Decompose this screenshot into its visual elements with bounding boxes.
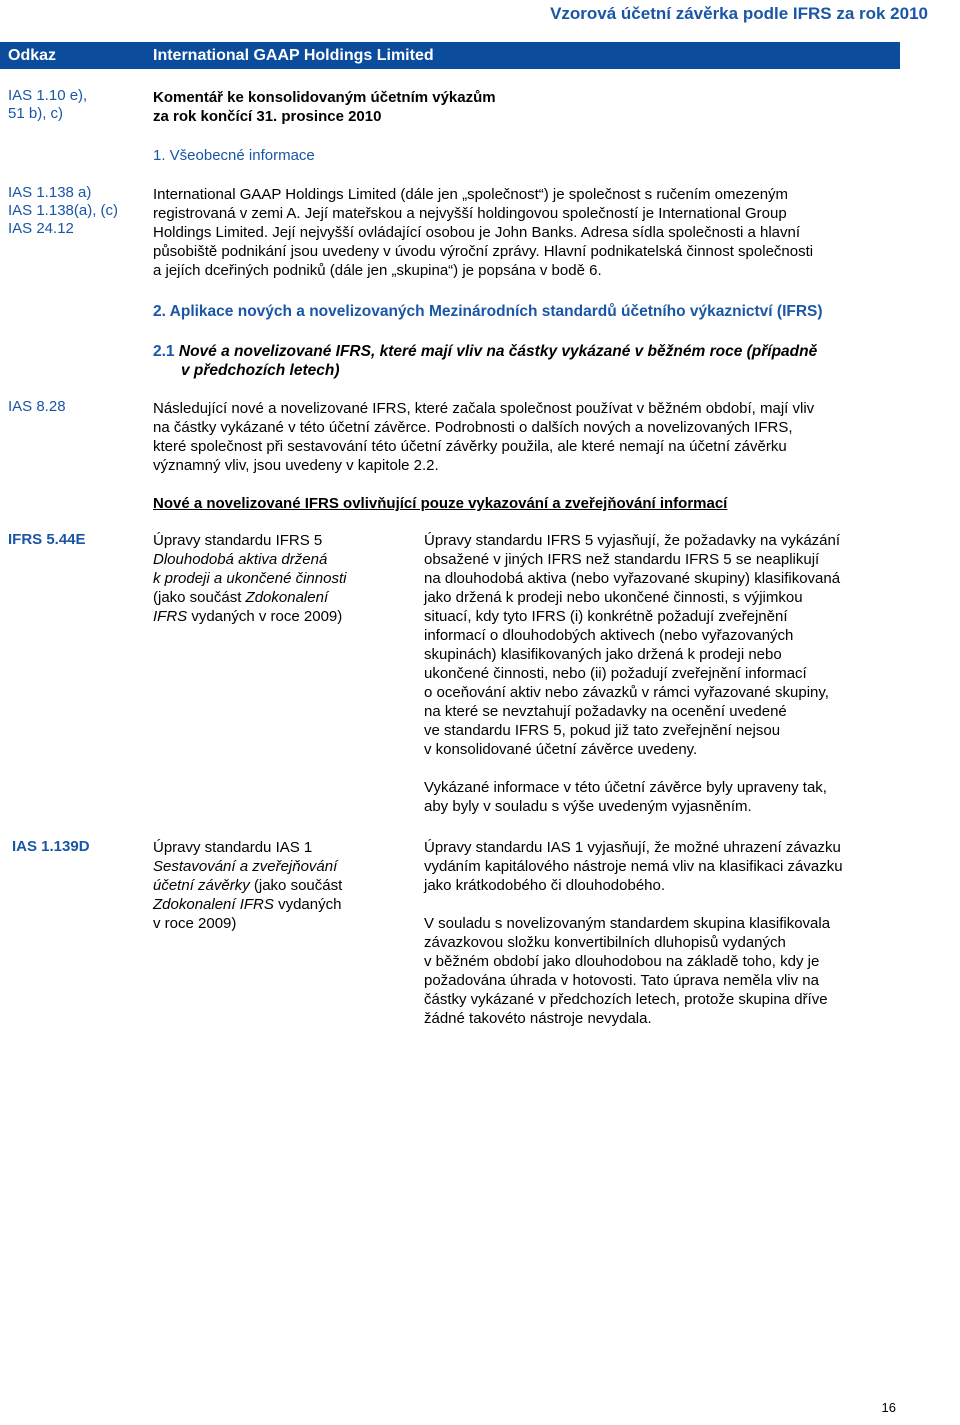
amendment-title-line: Úpravy standardu IFRS 5 (153, 532, 323, 549)
paragraph-line: registrovaná v zemi A. Její mateřskou a nejvyšší holdingovou společností je International Group (153, 205, 787, 222)
notes-title-line: Komentář ke konsolidovaným účetním výkazům (153, 89, 496, 106)
subsection-title-line: Nové a novelizované IFRS, které mají vliv na částky vykázané v běžném roce (případně (178, 343, 818, 360)
description-line: jako krátkodobého či dlouhodobého. (424, 877, 666, 894)
description-line: na které se nevztahují požadavky na ocenění uvedené (424, 703, 787, 720)
description-line: v konsolidované účetní závěrce uvedeny. (424, 741, 698, 758)
amendment-title-line: IFRS vydaných v roce 2009) (153, 608, 343, 625)
section-2-heading: 2. Aplikace nových a novelizovaných Mezinárodních standardů účetního výkaznictví (IFRS) (153, 303, 823, 320)
description-line: závazkovou složku konvertibilních dluhopisů vydaných (424, 934, 786, 951)
header-bar (0, 42, 900, 69)
ifrs5-amendment-title (153, 531, 388, 626)
disclosure-only-heading: Nové a novelizované IFRS ovlivňující pouze vykazování a zveřejňování informací (153, 495, 728, 512)
company-name: International GAAP Holdings Limited (153, 47, 434, 64)
paragraph-line: významný vliv, jsou uvedeny v kapitole 2.2. (153, 457, 439, 474)
subsection-2-1-heading (153, 342, 817, 380)
description-line: skupinách) klasifikovaných jako držená k prodeji nebo (424, 646, 782, 663)
description-line: obsažené v jiných IFRS než standardu IFRS 5 se neaplikují (424, 551, 820, 568)
amendment-title-line: Sestavování a zveřejňování (153, 858, 338, 875)
ias1-amendment-title (153, 838, 388, 933)
notes-title (153, 88, 496, 126)
notes-title-line: za rok končící 31. prosince 2010 (153, 108, 382, 125)
amendment-title-line: k prodeji a ukončené činnosti (153, 570, 347, 587)
paragraph-line: Následující nové a novelizované IFRS, které začala společnost používat v běžném období, mají vliv (153, 400, 815, 417)
description-line: na dlouhodobá aktiva (nebo vyřazované skupiny) klasifikovaná (424, 570, 841, 587)
section-1-paragraph (153, 185, 913, 280)
paragraph-line: International GAAP Holdings Limited (dále jen „společnost“) je společnost s ručením omezeným (153, 186, 789, 203)
intro-ref-line: 51 b), c) (8, 105, 64, 122)
description-line: o oceňování aktiv nebo závazků v rámci vyřazované skupiny, (424, 684, 829, 701)
paragraph-line: které společnost při sestavování této účetní závěrky použila, ale které nemají na účetní závěrku (153, 438, 787, 455)
description-line: vydáním kapitálového nástroje nemá vliv na klasifikaci závazku (424, 858, 843, 875)
amendment-title-line: Zdokonalení IFRS vydaných (153, 896, 342, 913)
ifrs5-reference: IFRS 5.44E (8, 531, 86, 548)
amendment-title-line: (jako součást Zdokonalení (153, 589, 329, 606)
paragraph-line: na částky vykázané v této účetní závěrce. Podrobnosti o dalších nových a novelizovaných IFRS, (153, 419, 793, 436)
description-line: V souladu s novelizovaným standardem skupina klasifikovala (424, 915, 831, 932)
amendment-title-line: Úpravy standardu IAS 1 (153, 839, 313, 856)
ref-line: IAS 24.12 (8, 220, 74, 237)
description-line: Úpravy standardu IFRS 5 vyjasňují, že požadavky na vykázání (424, 532, 841, 549)
ifrs5-amendment-description (424, 531, 894, 816)
intro-ref-line: IAS 1.10 e), (8, 87, 88, 104)
description-line: situací, kdy tyto IFRS (i) konkrétně požadují zveřejnění (424, 608, 788, 625)
description-line: v běžném období jako dlouhodobou na základě toho, kdy je (424, 953, 820, 970)
description-line: požadována úhrada v hotovosti. Tato úprava neměla vliv na (424, 972, 819, 989)
description-line: aby byly v souladu s výše uvedeným vyjasněním. (424, 798, 752, 815)
description-line: jako držená k prodeji nebo ukončené činnosti, s výjimkou (424, 589, 803, 606)
description-line: ve standardu IFRS 5, pokud již tato zveřejnění nejsou (424, 722, 781, 739)
description-line: žádné takovéto nástroje nevydala. (424, 1010, 652, 1027)
description-line: Úpravy standardu IAS 1 vyjasňují, že možné uhrazení závazku (424, 839, 841, 856)
description-line: ukončené činnosti, nebo (ii) požadují zveřejnění informací (424, 665, 807, 682)
section-2-paragraph (153, 399, 913, 475)
intro-reference (8, 87, 87, 123)
description-line: informací o dlouhodobých aktivech (nebo vyřazovaných (424, 627, 794, 644)
ref-line: IAS 1.138(a), (c) (8, 202, 119, 219)
section-1-references (8, 184, 118, 238)
subsection-number: 2.1 (153, 343, 175, 360)
subsection-title-line: v předchozích letech) (181, 362, 340, 379)
ias1-amendment-description (424, 838, 894, 1028)
page-number: 16 (881, 1400, 896, 1415)
section-2-reference: IAS 8.28 (8, 398, 66, 415)
ias1-reference: IAS 1.139D (12, 838, 90, 855)
amendment-title-line: účetní závěrky (jako součást (153, 877, 343, 894)
reference-column-heading: Odkaz (8, 47, 57, 64)
description-line: částky vykázané v předchozích letech, protože skupina dříve (424, 991, 828, 1008)
amendment-title-line: Dlouhodobá aktiva držená (153, 551, 328, 568)
paragraph-line: a jejích dceřiných podniků (dále jen „skupina“) je popsána v bodě 6. (153, 262, 602, 279)
section-1-heading: 1. Všeobecné informace (153, 147, 315, 164)
ref-line: IAS 1.138 a) (8, 184, 92, 201)
amendment-title-line: v roce 2009) (153, 915, 237, 932)
document-title: Vzorová účetní závěrka podle IFRS za rok 2010 (550, 4, 928, 23)
paragraph-line: působiště podnikání jsou uvedeny v úvodu výroční zprávy. Hlavní podnikatelská činnost společnosti (153, 243, 814, 260)
description-line: Vykázané informace v této účetní závěrce byly upraveny tak, (424, 779, 827, 796)
paragraph-line: Holdings Limited. Její nejvyšší ovládající osobou je John Banks. Adresa sídla společnosti a hlavní (153, 224, 801, 241)
